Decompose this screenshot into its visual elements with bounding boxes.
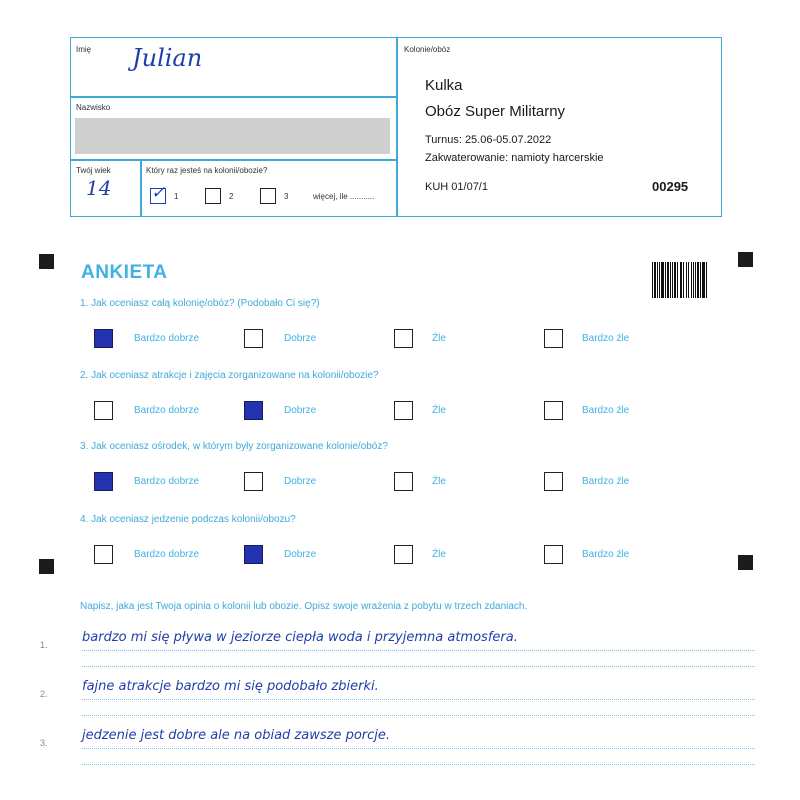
redacted-surname-field[interactable] xyxy=(75,118,390,154)
times-option-3: 3 xyxy=(284,192,289,201)
opinion-answer-line[interactable]: bardzo mi się pływa w jeziorze ciepła woda i przyjemna atmosfera. xyxy=(82,630,518,645)
header-divider xyxy=(396,37,398,217)
question-text: 1. Jak oceniasz całą kolonię/obóz? (Podobało Ci się?) xyxy=(80,298,320,309)
answer-option-label: Źle xyxy=(432,405,446,416)
camp-name: Kulka xyxy=(425,77,463,94)
answer-option-label: Dobrze xyxy=(284,476,317,487)
answer-checkbox[interactable] xyxy=(394,472,413,491)
surname-label: Nazwisko xyxy=(76,103,111,112)
answer-option-label: Bardzo źle xyxy=(582,549,630,560)
answer-checkbox[interactable] xyxy=(244,472,263,491)
answer-checkbox[interactable] xyxy=(544,545,563,564)
times-option-1: 1 xyxy=(174,192,179,201)
dotted-line xyxy=(82,748,755,749)
answer-checkbox[interactable] xyxy=(94,401,113,420)
question-text: 3. Jak oceniasz ośrodek, w którym były zorganizowane kolonie/obóz? xyxy=(80,441,388,452)
answer-option-label: Źle xyxy=(432,549,446,560)
camp-label: Kolonie/obóz xyxy=(404,45,451,54)
barcode-bar xyxy=(659,262,660,298)
dotted-line xyxy=(82,650,755,651)
barcode-bar xyxy=(661,262,664,298)
age-label: Twój wiek xyxy=(76,166,111,175)
dotted-line xyxy=(82,666,755,667)
opinion-answer-line[interactable]: fajne atrakcje bardzo mi się podobało zbierki. xyxy=(82,679,379,694)
header-row-divider xyxy=(70,159,396,161)
answer-checkbox[interactable] xyxy=(244,401,263,420)
barcode xyxy=(652,262,708,298)
answer-option-label: Bardzo dobrze xyxy=(134,476,200,487)
turnus-text: Turnus: 25.06-05.07.2022 xyxy=(425,134,552,146)
barcode-bar xyxy=(670,262,671,298)
answer-option-label: Bardzo dobrze xyxy=(134,405,200,416)
registration-marker xyxy=(738,252,753,267)
question-text: 4. Jak oceniasz jedzenie podczas kolonii/obozu? xyxy=(80,514,296,525)
name-label: Imię xyxy=(76,45,92,54)
barcode-bar xyxy=(691,262,692,298)
dotted-line xyxy=(82,715,755,716)
answer-option-label: Dobrze xyxy=(284,549,317,560)
answer-option-label: Bardzo dobrze xyxy=(134,549,200,560)
answer-checkbox[interactable] xyxy=(394,329,413,348)
header-age-divider xyxy=(140,159,142,217)
form-number: 00295 xyxy=(652,179,689,194)
answer-option-label: Bardzo źle xyxy=(582,405,630,416)
answer-checkbox[interactable] xyxy=(244,545,263,564)
barcode-bar xyxy=(688,262,690,298)
times-checkbox-1[interactable] xyxy=(150,183,166,204)
times-checkbox-2[interactable] xyxy=(205,188,221,204)
barcode-bar xyxy=(686,262,687,298)
answer-option-label: Bardzo źle xyxy=(582,333,630,344)
registration-marker xyxy=(39,559,54,574)
barcode-bar xyxy=(706,262,707,298)
answer-option-label: Źle xyxy=(432,476,446,487)
line-number: 2. xyxy=(40,689,48,699)
age-field[interactable]: 14 xyxy=(86,176,112,200)
opinion-answer-line[interactable]: jedzenie jest dobre ale na obiad zawsze porcje. xyxy=(82,728,391,743)
answer-checkbox[interactable] xyxy=(544,329,563,348)
barcode-bar xyxy=(667,262,669,298)
dotted-line xyxy=(82,764,755,765)
answer-checkbox[interactable] xyxy=(244,329,263,348)
barcode-bar xyxy=(677,262,678,298)
answer-option-label: Dobrze xyxy=(284,405,317,416)
registration-marker xyxy=(39,254,54,269)
opinion-prompt: Napisz, jaka jest Twoja opinia o kolonii lub obozie. Opisz swoje wrażenia z pobytu w trzech zdaniach. xyxy=(80,601,528,612)
times-label: Który raz jesteś na kolonii/obozie? xyxy=(146,166,268,175)
barcode-bar xyxy=(695,262,696,298)
answer-checkbox[interactable] xyxy=(94,472,113,491)
answer-checkbox[interactable] xyxy=(544,401,563,420)
times-more-label: więcej, ile ........... xyxy=(313,192,375,201)
answer-checkbox[interactable] xyxy=(94,545,113,564)
checkmark-icon: ✓ xyxy=(151,183,166,203)
header-row-divider xyxy=(70,96,396,98)
times-checkbox-3[interactable] xyxy=(260,188,276,204)
barcode-bar xyxy=(674,262,676,298)
answer-option-label: Dobrze xyxy=(284,333,317,344)
line-number: 3. xyxy=(40,738,48,748)
accommodation-text: Zakwaterowanie: namioty harcerskie xyxy=(425,152,604,164)
answer-checkbox[interactable] xyxy=(394,401,413,420)
answer-option-label: Źle xyxy=(432,333,446,344)
barcode-bar xyxy=(697,262,699,298)
barcode-bar xyxy=(654,262,656,298)
answer-option-label: Bardzo źle xyxy=(582,476,630,487)
barcode-bar xyxy=(665,262,666,298)
registration-marker xyxy=(738,555,753,570)
barcode-bar xyxy=(680,262,683,298)
dotted-line xyxy=(82,699,755,700)
answer-checkbox[interactable] xyxy=(544,472,563,491)
camp-code: KUH 01/07/1 xyxy=(425,181,488,193)
barcode-bar xyxy=(672,262,673,298)
question-text: 2. Jak oceniasz atrakcje i zajęcia zorganizowane na kolonii/obozie? xyxy=(80,370,379,381)
times-option-2: 2 xyxy=(229,192,234,201)
answer-checkbox[interactable] xyxy=(94,329,113,348)
barcode-bar xyxy=(683,262,684,298)
barcode-bar xyxy=(702,262,705,298)
barcode-bar xyxy=(693,262,694,298)
answer-option-label: Bardzo dobrze xyxy=(134,333,200,344)
name-field[interactable]: Julian xyxy=(132,44,203,72)
barcode-bar xyxy=(700,262,701,298)
camp-subtitle: Obóz Super Militarny xyxy=(425,103,566,120)
answer-checkbox[interactable] xyxy=(394,545,413,564)
barcode-bar xyxy=(657,262,658,298)
barcode-bar xyxy=(652,262,653,298)
survey-title: ANKIETA xyxy=(81,262,168,283)
line-number: 1. xyxy=(40,640,48,650)
